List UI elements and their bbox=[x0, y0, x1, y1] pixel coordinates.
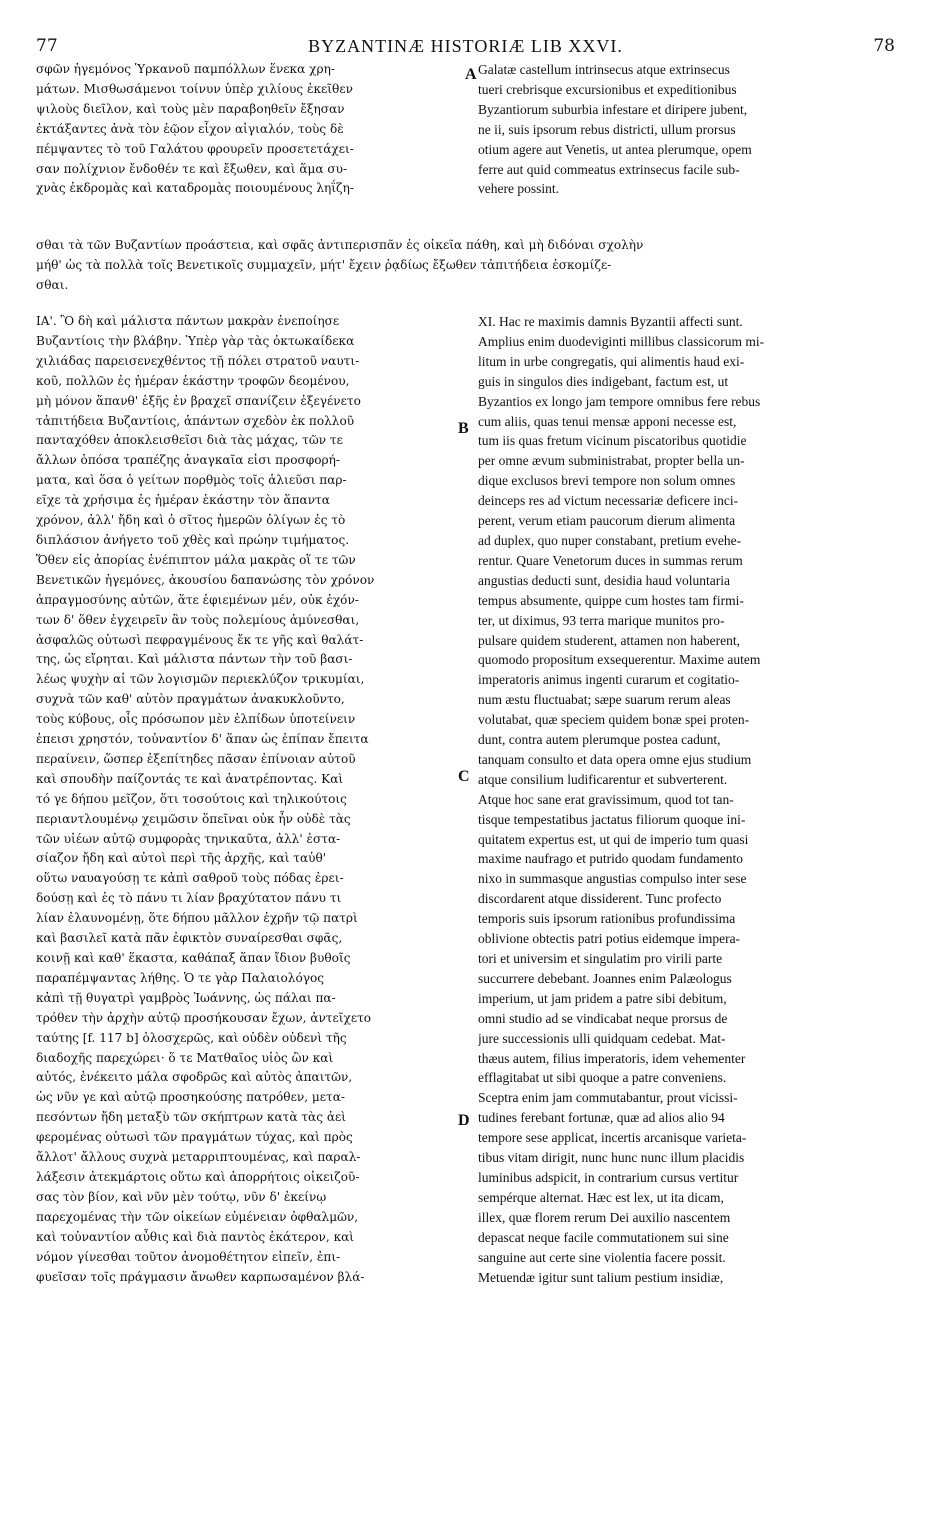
text-line: νόμον γίνεσθαι τοῦτον ἀνομοθέτητον εἰπεῖν, ἐπι- bbox=[36, 1249, 341, 1264]
text-line: τοὺς κύβους, οἷς πρόσωπον μὲν ἐλπίδων ὑποτείνειν bbox=[36, 712, 356, 727]
text-line: σθαι. bbox=[36, 277, 69, 292]
text-line: σίαζον ἤδη καὶ αὐτοὶ περὶ τῆς ἀρχῆς, καὶ ταὐθ' bbox=[36, 851, 327, 866]
text-line: Βυζαντίοις τὴν βλάβην. Ὑπὲρ γὰρ τὰς ὀκτωκαίδεκα bbox=[36, 333, 355, 348]
text-line: perent, verum etiam paucorum dierum alimenta bbox=[478, 513, 736, 529]
text-line: ἐκτάξαντες ἀνὰ τὸν ἑῷον εἶχον αἰγιαλόν, τοὺς δὲ bbox=[36, 121, 344, 136]
text-line: oblivione obtectis patri potius eidemque impera- bbox=[478, 931, 741, 947]
text-line: τό γε δήπου μεῖζον, ὅτι τοσούτοις καὶ τηλικούτοις bbox=[36, 791, 347, 806]
text-line: otium agere aut Venetis, ut antea plerumque, opem bbox=[478, 141, 752, 157]
text-line: per omne ævum subministrabat, propter bella un- bbox=[478, 453, 745, 469]
text-line: imperatoris animus ingenti curarum et cogitatio- bbox=[478, 672, 740, 688]
text-line: rentur. Quare Venetorum duces in summas rerum bbox=[478, 552, 743, 568]
text-line: ὡς νῦν γε καὶ αὐτῷ προσηκούσης πατρόθεν, μετα- bbox=[36, 1090, 345, 1105]
text-line: pulsare quidem studerent, attamen non haberent, bbox=[478, 632, 741, 648]
text-line: Βενετικῶν ἡγεμόνες, ἀκουσίου δαπανώσης τὸν χρόνον bbox=[36, 572, 375, 587]
running-header bbox=[0, 36, 931, 60]
text-line: πεσόντων ἤδη μεταξὺ τῶν σκήπτρων κατὰ τὰς ἀεὶ bbox=[36, 1110, 346, 1125]
text-line: cum aliis, quas tenui mensæ apponi necesse est, bbox=[478, 413, 737, 429]
text-line: thæus autem, filius imperatoris, idem vehementer bbox=[478, 1050, 746, 1066]
text-line: ἀπραγμοσύνης αὐτῶν, ἅτε ἐφιεμένων μέν, οὐκ ἐχόν- bbox=[36, 592, 359, 607]
text-line: κοινῇ καὶ καθ' ἕκαστα, καθάπαξ ἅπαν ἴδιον βυθοῖς bbox=[36, 951, 351, 965]
text-line: efflagitabat ut sibi quoque a patre conveniens. bbox=[478, 1070, 727, 1086]
text-line: luminibus adspicit, in contrarium cursus vertitur bbox=[478, 1169, 739, 1185]
text-line: imperium, ut jam pridem a patre sibi debitum, bbox=[478, 990, 727, 1006]
text-line: Byzantios ex longo jam tempore omnibus fere rebus bbox=[478, 393, 761, 409]
text-line: χιλιάδας παρεισενεχθέντος τῇ πόλει στρατοῦ ναυτι- bbox=[36, 353, 360, 368]
margin-marker-d: D bbox=[458, 1112, 470, 1129]
text-line: διπλάσιον ἀνήγετο τοῦ χθὲς καὶ πρώην τιμήματος. bbox=[36, 532, 350, 547]
text-line: atque consilium ludificarentur et subverterent. bbox=[478, 771, 728, 787]
text-line: Byzantiorum suburbia infestare et diripere jubent, bbox=[478, 101, 748, 117]
text-line: omni studio ad se vindicabat neque prorsus de bbox=[478, 1010, 728, 1026]
text-line: καὶ σπουδὴν παίζοντάς τε καὶ ἀνατρέποντας. Καὶ bbox=[36, 771, 344, 786]
text-line: tueri crebrisque excursionibus et expeditionibus bbox=[478, 81, 737, 97]
text-line: οὕτω ναυαγούσῃ τε κἀπὶ σαθροῦ τοὺς πόδας ἐρει- bbox=[36, 871, 344, 886]
latin-column-top bbox=[478, 60, 894, 240]
text-line: deinceps res ad victum necessariæ deficere inci- bbox=[478, 493, 739, 509]
greek-full-width-lines bbox=[36, 236, 894, 298]
text-line: litum in urbe congregatis, qui alimentis haud exi- bbox=[478, 353, 745, 369]
text-line: Sceptra enim jam commutabantur, prout vicissi- bbox=[478, 1090, 738, 1106]
text-line: ter, ut diximus, 93 terra marique munitos pro- bbox=[478, 612, 725, 628]
greek-column-top bbox=[36, 60, 466, 240]
text-line: tudines ferebant fortunæ, quæ ad alios alio 94 bbox=[478, 1110, 725, 1126]
text-line: Metuendæ igitur sunt talium pestium insidiæ, bbox=[478, 1269, 724, 1285]
text-line: καὶ τοὐναντίον αὖθις καὶ διὰ παντὸς ἑκάτερον, καὶ bbox=[36, 1229, 355, 1244]
text-line: ψιλοὺς διεῖλον, καὶ τοὺς μὲν παραβοηθεῖν ἔξησαν bbox=[36, 101, 345, 116]
text-line: λέως ψυχὴν αἱ τῶν λογισμῶν περιεκλύζον τρικυμίαι, bbox=[36, 672, 365, 687]
text-line: dique exclusos brevi tempore non solum omnes bbox=[478, 473, 736, 489]
text-line: quitatem expertus est, ut qui de imperio tum quasi bbox=[478, 831, 749, 847]
text-line: angustias deducti sunt, desidia haud voluntaria bbox=[478, 572, 730, 588]
text-line: illex, quæ florem rerum Dei auxilio nascentem bbox=[478, 1209, 731, 1225]
text-line: φερομένας οὑτωσὶ τῶν πραγμάτων τύχας, καὶ πρὸς bbox=[36, 1130, 353, 1145]
text-line: ferre aut quid commeatus extrinsecus facile sub- bbox=[478, 161, 740, 177]
text-line: περαίνειν, ὥσπερ ἐξεπίτηδες πᾶσαν ἐπίνοιαν αὐτοῦ bbox=[36, 751, 356, 766]
text-line: δούσῃ καὶ ἐς τὸ πάνυ τι λίαν βραχύτατον πάνυ τι bbox=[36, 891, 342, 906]
text-line: volutabat, quæ speciem quidem bonæ spei proten- bbox=[478, 712, 750, 728]
text-line: διαδοχῆς παρεχώρει· ὅ τε Ματθαῖος υἱὸς ὢν καὶ bbox=[36, 1050, 334, 1065]
text-line: temporis suis ipsorum rationibus profundissima bbox=[478, 911, 736, 927]
text-line: κοῦ, πολλῶν ἐς ἡμέραν ἑκάστην τροφῶν δεομένου, bbox=[36, 373, 350, 388]
margin-marker-a: A bbox=[465, 66, 477, 83]
text-line: μὴ μόνον ἅπανθ' ἑξῆς ἐν βραχεῖ σπανίζειν ἐξεγένετο bbox=[36, 393, 361, 408]
margin-marker-c: C bbox=[458, 768, 470, 785]
text-line: tempus absumente, quippe cum hostes tam firmi- bbox=[478, 592, 744, 608]
text-line: tori et universim et singulatim pro virili parte bbox=[478, 951, 723, 966]
text-line: maxime naufrago et putrido quodam fundamento bbox=[478, 851, 744, 867]
text-line: ΙΑ'. Ὃ δὴ καὶ μάλιστα πάντων μακρὰν ἐνεποίησε bbox=[36, 314, 340, 328]
text-line: φυεῖσαν τοῖς πράγμασιν ἄνωθεν καρπωσαμένον βλά- bbox=[36, 1269, 365, 1284]
text-line: κἀπὶ τῇ θυγατρὶ γαμβρὸς Ἰωάννης, ὡς πάλαι πα- bbox=[36, 990, 336, 1005]
text-line: nixo in summasque angustias compulso inter sese bbox=[478, 871, 747, 887]
text-line: tempore sese applicat, incertis arcanisque varieta- bbox=[478, 1130, 747, 1146]
text-line: σφῶν ἡγεμόνος Ὑρκανοῦ παμπόλλων ἕνεκα χρη- bbox=[36, 62, 335, 76]
margin-marker-b: B bbox=[458, 420, 469, 437]
text-line: vehere possint. bbox=[478, 181, 559, 197]
text-line: ἐπεισι χρηστόν, τοὐναντίον δ' ἅπαν ὡς ἐπίπαν ἔπειτα bbox=[36, 732, 369, 747]
text-line: ταύτης [f. 117 b] ὁλοσχερῶς, καὶ οὐδὲν οὐδενὶ τῆς bbox=[36, 1030, 347, 1045]
latin-column-main bbox=[478, 312, 894, 1522]
text-line: ἀσφαλῶς οὑτωσὶ πεφραγμένους ἔκ τε γῆς καὶ θαλάτ- bbox=[36, 632, 364, 647]
text-line: tum iis quas fretum vicinum piscatoribus quotidie bbox=[478, 433, 747, 449]
text-line: discordarent atque dissiderent. Tunc profecto bbox=[478, 891, 722, 907]
text-line: παραπέμψαντας λήθης. Ὁ τε γὰρ Παλαιολόγος bbox=[36, 970, 325, 985]
text-line: ἄλλων ὁπόσα τραπέζης ἀναγκαῖα εἰσι προσφορή- bbox=[36, 453, 340, 468]
text-line: depascat neque facile commutationem sui sine bbox=[478, 1229, 729, 1245]
text-line: Galatæ castellum intrinsecus atque extrinsecus bbox=[478, 62, 730, 77]
text-line: succurrere debebant. Joannes enim Palæologus bbox=[478, 970, 732, 986]
page-number-left: 77 bbox=[36, 36, 58, 56]
text-line: τἀπιτήδεια Βυζαντίοις, ἁπάντων σχεδὸν ἐκ πολλοῦ bbox=[36, 413, 355, 428]
text-line: τρόθεν τὴν ἀρχὴν αὐτῷ προσήκουσαν ἔχων, ἀντεῖχετο bbox=[36, 1010, 372, 1025]
text-line: sanguine aut certe sine violentia facere possit. bbox=[478, 1249, 726, 1265]
text-line: tibus vitam dirigit, nunc hunc nunc illum placidis bbox=[478, 1150, 745, 1166]
page-number-right: 78 bbox=[873, 36, 895, 56]
text-line: περιαντλουμένῳ χειμῶσιν ὅπεῖναι οὐκ ἦν οὐδὲ τὰς bbox=[36, 811, 351, 826]
text-line: ad duplex, quo nuper constabant, pretium evehe- bbox=[478, 532, 742, 548]
text-line: πέμψαντες τὸ τοῦ Γαλάτου φρουρεῖν προσετετάχει- bbox=[36, 141, 354, 156]
text-line: τῶν υἱέων αὐτῷ συμφορὰς τηνικαῦτα, ἀλλ' ἐστα- bbox=[36, 831, 341, 846]
running-title: BYZANTINÆ HISTORIÆ LIB XXVI. bbox=[308, 36, 623, 56]
text-line: guis in singulos dies indigebant, factum est, ut bbox=[478, 373, 729, 389]
text-line: tanquam consulto et data opera omne ejus studium bbox=[478, 751, 752, 767]
text-line: tisque tempestatibus jactatus filiorum quoque ini- bbox=[478, 811, 746, 827]
text-line: Ὅθεν εἰς ἀπορίας ἐνέπιπτον μάλα μακρὰς οἵ τε τῶν bbox=[36, 552, 356, 567]
text-line: χνὰς ἐκδρομὰς καὶ καταδρομὰς ποιουμένους ληΐζη- bbox=[36, 181, 354, 196]
text-line: Amplius enim duodeviginti millibus classicorum mi- bbox=[478, 333, 765, 349]
text-line: σας τὸν βίον, καὶ νῦν μὲν τούτῳ, νῦν δ' ἐκείνῳ bbox=[36, 1189, 327, 1204]
text-line: μάτων. Μισθωσάμενοι τοίνυν ὑπὲρ χιλίους ἐκεῖθεν bbox=[36, 81, 353, 96]
text-line: εῖχε τὰ χρήσιμα ἐς ἡμέραν ἑκάστην τὸν ἅπαντα bbox=[36, 493, 330, 508]
text-line: num æstu fluctuabat; sæpe suarum rerum aleas bbox=[478, 692, 731, 708]
text-line: jure successionis ulli quidquam cedebat. Mat- bbox=[478, 1030, 726, 1046]
text-line: της, ὡς εἴρηται. Καὶ μάλιστα πάντων τὴν τοῦ βασι- bbox=[36, 652, 353, 667]
text-line: πανταχόθεν ἀποκλεισθεῖσι διὰ τὰς μάχας, τῶν τε bbox=[36, 433, 343, 448]
text-line: sempérque alternat. Hæc est lex, ut ita dicam, bbox=[478, 1189, 724, 1205]
text-line: χρόνον, ἀλλ' ἤδη καὶ ὁ σῖτος ἡμερῶν ὀλίγων ἐς τὸ bbox=[36, 513, 346, 528]
text-line: καὶ βασιλεῖ κατὰ πᾶν ἐφικτὸν συναίρεσθαι σφᾶς, bbox=[36, 931, 343, 946]
text-line: παρεχομένας τὴν τῶν οἰκείων εὐμένειαν ὀφθαλμῶν, bbox=[36, 1209, 359, 1224]
text-line: dunt, contra autem plerumque postea cadunt, bbox=[478, 732, 721, 748]
greek-column-main bbox=[36, 312, 456, 1522]
text-line: ματα, καὶ ὅσα ὁ γείτων πορθμὸς τοῖς ἁλιεῦσι παρ- bbox=[36, 473, 347, 488]
text-line: αὐτός, ἐνέκειτο μάλα σφοδρῶς καὶ αὐτὸς ἀπαιτῶν, bbox=[36, 1070, 353, 1085]
text-line: λίαν ἐλαυνομένῃ, ὅτε δήπου μᾶλλον ἐχρῆν τῷ πατρὶ bbox=[36, 911, 358, 926]
text-line: συχνὰ τῶν καθ' αὑτὸν πραγμάτων ἀνακυκλοῦντο, bbox=[36, 692, 345, 707]
text-line: XI. Hac re maximis damnis Byzantii affecti sunt. bbox=[478, 314, 743, 329]
text-line: quomodo propositum exsequerentur. Maxime autem bbox=[478, 652, 761, 668]
text-line: σαν πολίχνιον ἔνδοθέν τε καὶ ἔξωθεν, καὶ ἅμα συ- bbox=[36, 161, 348, 176]
text-line: ἄλλοτ' ἄλλους συχνὰ μεταρριπτουμένας, καὶ παραλ- bbox=[36, 1150, 361, 1165]
text-line: μήθ' ὡς τὰ πολλὰ τοῖς Βενετικοῖς συμμαχεῖν, μήτ' ἔχειν ῥᾳδίως ἔξωθεν τἀπιτήδεια ἐσκομίζε- bbox=[36, 257, 612, 272]
text-line: Atque hoc sane erat gravissimum, quod tot tan- bbox=[478, 791, 734, 807]
text-line: λάξεσιν ἀτεκμάρτοις οὕτω καὶ ἀπορρήτοις οἰκειζοῦ- bbox=[36, 1169, 360, 1184]
text-line: των δ' ὅθεν ἐγχειρεῖν ἂν τοὺς πολεμίους ἀμύνεσθαι, bbox=[36, 612, 360, 627]
text-line: σθαι τὰ τῶν Βυζαντίων προάστεια, καὶ σφᾶς ἀντιπερισπᾶν ἐς οἰκεῖα πάθη, καὶ μὴ διδόναι σχολὴν bbox=[36, 238, 644, 252]
text-line: ne ii, suis ipsorum rebus districti, ullum prorsus bbox=[478, 121, 736, 137]
